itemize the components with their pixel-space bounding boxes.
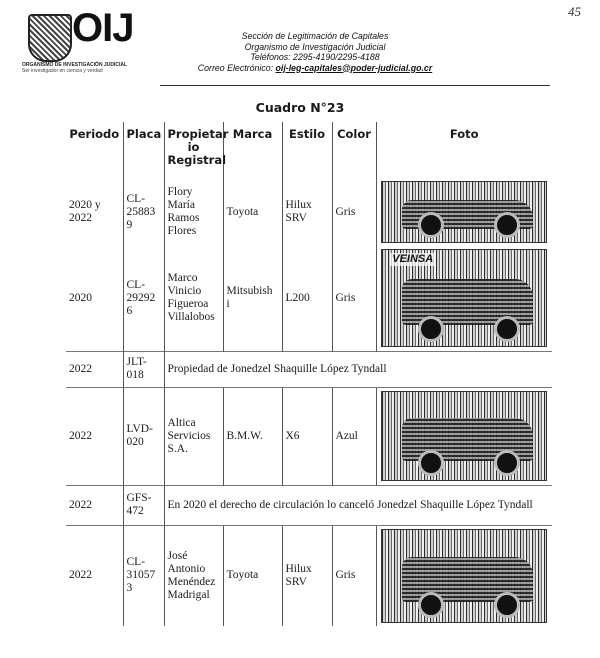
email-link[interactable]: oij-leg-capitales@poder-judicial.go.cr (275, 62, 433, 73)
cell-note: Propiedad de Jonedzel Shaquille López Tyndall (164, 351, 552, 387)
oij-logo (22, 6, 152, 74)
section-name: Sección de Legitimación de Capitales (241, 31, 389, 41)
vehicle-table (66, 122, 552, 626)
cell-propietario: Flory María Ramos Flores (164, 178, 223, 246)
cell-marca: Toyota (223, 178, 282, 246)
cell-periodo: 2020 y 2022 (69, 199, 101, 224)
cell-periodo: 2022 (66, 387, 123, 485)
table-row (66, 178, 552, 246)
cell-propietario: Altica Servicios S.A. (164, 387, 223, 485)
table-row (66, 387, 552, 485)
cell-propietario: José Antonio Menéndez Madrigal (164, 525, 223, 626)
cell-color: Azul (332, 387, 376, 485)
header-placa: Placa (123, 122, 164, 178)
organism-name: Organismo de Investigación Judicial (244, 41, 386, 52)
table-row (66, 485, 552, 525)
cell-note: En 2020 el derecho de circulación lo canceló Jonedzel Shaquille López Tyndall (164, 485, 552, 525)
cell-color: Gris (332, 178, 376, 246)
cell-estilo: X6 (282, 387, 332, 485)
header-estilo: Estilo (282, 122, 332, 178)
logo-subtitle: ORGANISMO DE INVESTIGACIÓN JUDICIAL (22, 62, 128, 68)
page-number: 45 (568, 4, 581, 19)
cell-placa: JLT-018 (123, 351, 164, 387)
cell-periodo: 2022 (66, 485, 123, 525)
email-label: Correo Electrónico: (197, 62, 274, 73)
header-propietario: Propietar io Registral (164, 122, 223, 178)
vehicle-photo (381, 391, 547, 481)
header-marca: Marca (223, 122, 282, 178)
cell-placa: CL-25883 9 (123, 178, 164, 246)
vehicle-photo (381, 181, 547, 243)
cell-placa: GFS-472 (123, 485, 164, 525)
table-row (66, 351, 552, 387)
vehicle-photo (381, 249, 547, 347)
photo-sign-text: VEINSA (392, 253, 434, 266)
cell-propietario: Marco Vinicio Figueroa Villalobos (164, 246, 223, 351)
cell-foto (376, 246, 552, 351)
cell-placa: CL-29292 6 (123, 246, 164, 351)
table-header-row (66, 122, 552, 178)
logo-text: OIJ (72, 6, 134, 50)
header-periodo: Periodo (69, 127, 120, 141)
table-row (66, 525, 552, 626)
cell-estilo: Hilux SRV (282, 178, 332, 246)
table-row (66, 246, 552, 351)
cell-periodo: 2022 (66, 351, 123, 387)
cell-placa: LVD-020 (123, 387, 164, 485)
cell-marca: Mitsubish i (223, 246, 282, 351)
letterhead (170, 31, 460, 73)
email-line (170, 63, 460, 74)
cell-periodo: 2022 (66, 525, 123, 626)
phone-numbers: Teléfonos: 2295-4190/2295-4188 (250, 52, 380, 62)
vehicle-photo (381, 529, 547, 623)
cell-foto (376, 525, 552, 626)
cell-foto (376, 387, 552, 485)
table-caption: Cuadro N°23 (255, 100, 345, 115)
header-divider (160, 85, 550, 86)
cell-estilo: Hilux SRV (282, 525, 332, 626)
cell-color: Gris (332, 525, 376, 626)
cell-placa: CL-31057 3 (123, 525, 164, 626)
cell-marca: B.M.W. (223, 387, 282, 485)
cell-periodo: 2020 (69, 291, 92, 304)
header-foto: Foto (376, 122, 552, 178)
logo-motto: Ser investigador en ciencia y verdad (22, 68, 103, 74)
cell-foto (376, 178, 552, 246)
header-color: Color (332, 122, 376, 178)
seal-icon (28, 14, 72, 62)
cell-color: Gris (332, 246, 376, 351)
cell-marca: Toyota (223, 525, 282, 626)
cell-estilo: L200 (282, 246, 332, 351)
